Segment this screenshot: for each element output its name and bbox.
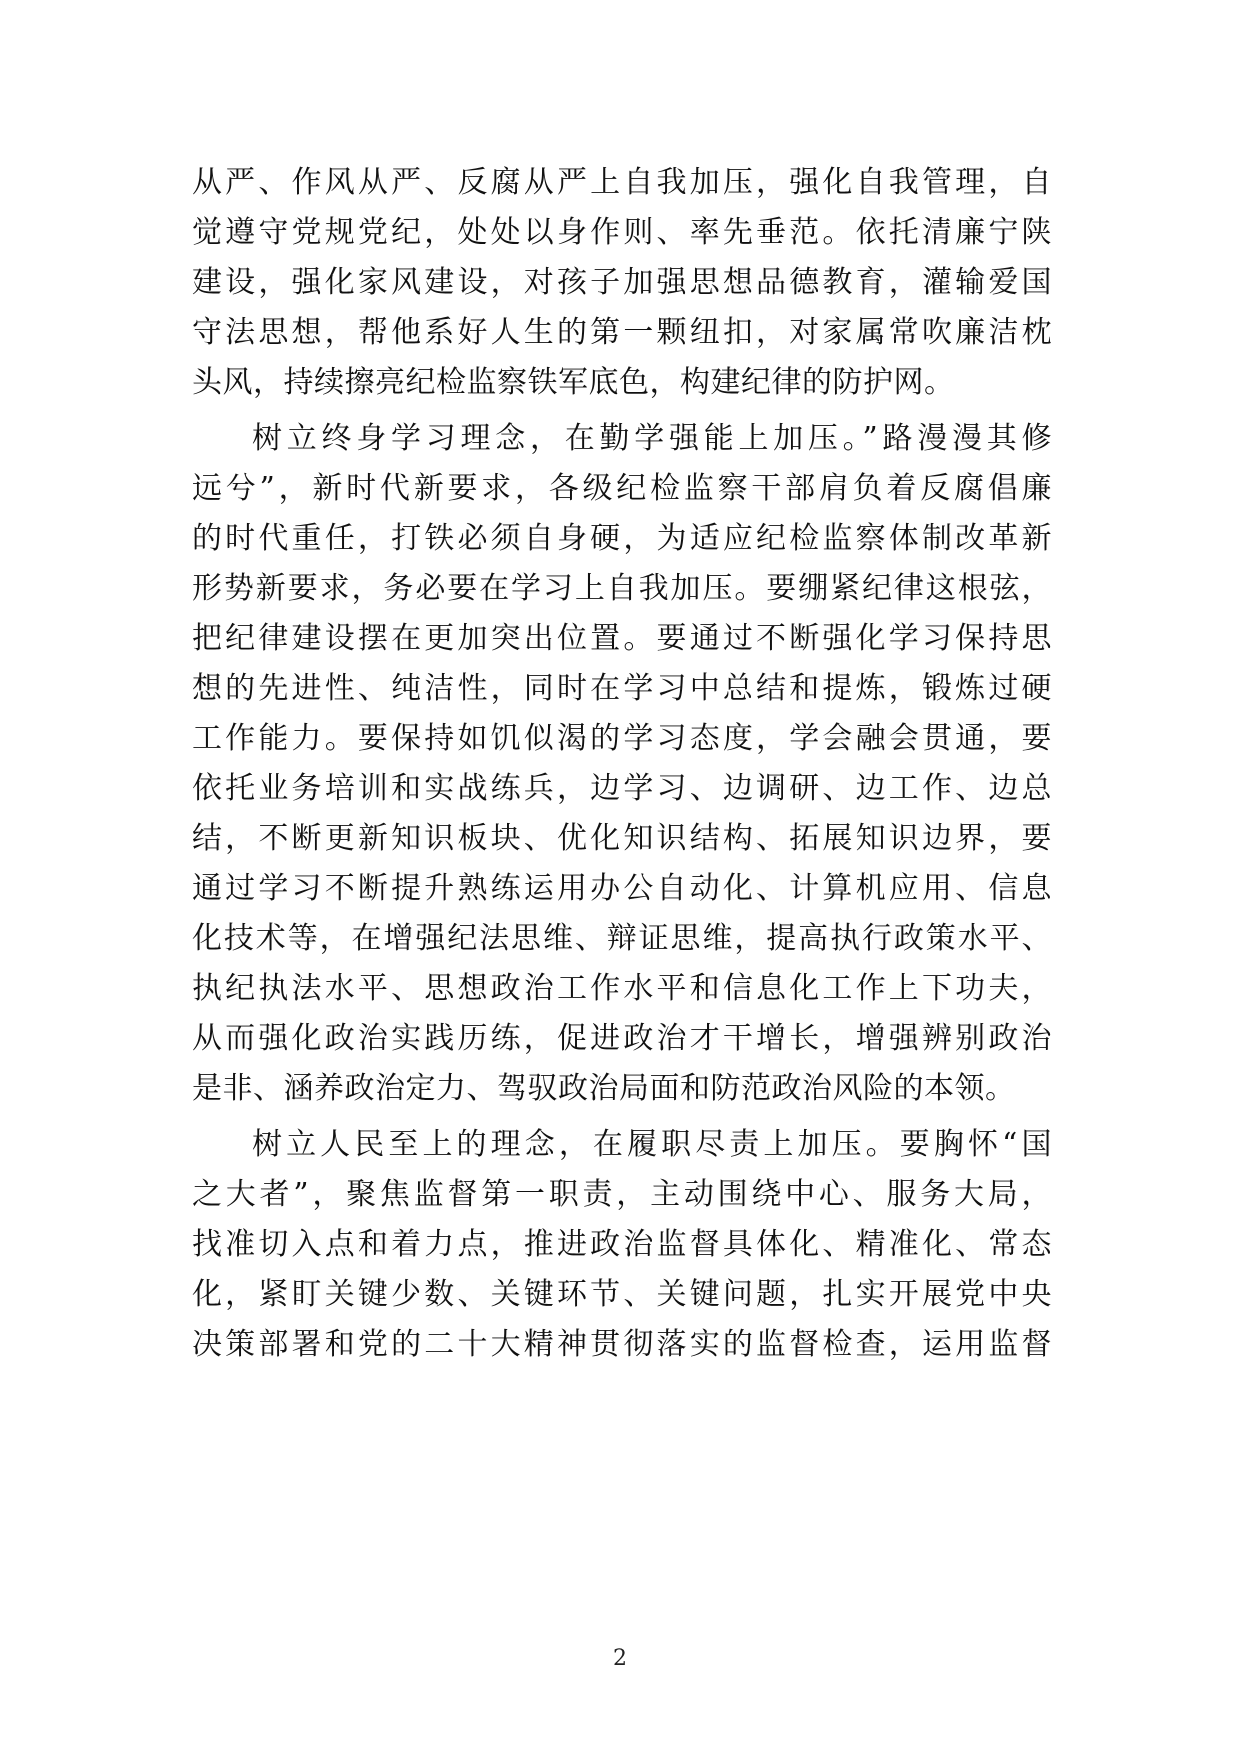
- text-line: 想的先进性、纯洁性，同时在学习中总结和提炼，锻炼过硬: [192, 671, 1052, 706]
- text-line: 的时代重任，打铁必须自身硬，为适应纪检监察体制改革新: [192, 521, 1052, 556]
- text-line: 建设，强化家风建设，对孩子加强思想品德教育，灌输爱国: [192, 265, 1052, 300]
- text-line: 化技术等，在增强纪法思维、辩证思维，提高执行政策水平、: [192, 921, 1052, 956]
- text-line: 头风，持续擦亮纪检监察铁军底色，构建纪律的防护网。: [192, 365, 955, 400]
- text-line: 觉遵守党规党纪，处处以身作则、率先垂范。依托清廉宁陕: [192, 215, 1052, 250]
- text-line: 决策部署和党的二十大精神贯彻落实的监督检查，运用监督: [192, 1327, 1052, 1362]
- page-number: 2: [613, 1646, 627, 1671]
- text-line: 通过学习不断提升熟练运用办公自动化、计算机应用、信息: [192, 871, 1052, 906]
- text-line: 执纪执法水平、思想政治工作水平和信息化工作上下功夫，: [192, 971, 1052, 1006]
- text-line: 树立终身学习理念，在勤学强能上加压。”路漫漫其修: [252, 421, 1052, 456]
- text-line: 树立人民至上的理念，在履职尽责上加压。要胸怀“国: [252, 1127, 1052, 1162]
- text-line: 是非、涵养政治定力、驾驭政治局面和防范政治风险的本领。: [192, 1071, 1016, 1106]
- text-line: 结，不断更新知识板块、优化知识结构、拓展知识边界，要: [192, 821, 1052, 856]
- text-line: 从严、作风从严、反腐从严上自我加压，强化自我管理，自: [192, 165, 1052, 200]
- text-line: 远兮”，新时代新要求，各级纪检监察干部肩负着反腐倡廉: [192, 471, 1052, 506]
- text-line: 从而强化政治实践历练，促进政治才干增长，增强辨别政治: [192, 1021, 1052, 1056]
- text-line: 守法思想，帮他系好人生的第一颗纽扣，对家属常吹廉洁枕: [192, 315, 1052, 350]
- paragraph-2: [192, 414, 1052, 1114]
- paragraph-3: [192, 1120, 1052, 1370]
- paragraph-1: [192, 158, 1052, 408]
- body-text: [192, 158, 1052, 1376]
- text-line: 工作能力。要保持如饥似渴的学习态度，学会融会贯通，要: [192, 721, 1052, 756]
- text-line: 依托业务培训和实战练兵，边学习、边调研、边工作、边总: [192, 771, 1052, 806]
- text-line: 形势新要求，务必要在学习上自我加压。要绷紧纪律这根弦，: [192, 571, 1052, 606]
- text-line: 之大者”，聚焦监督第一职责，主动围绕中心、服务大局，: [192, 1177, 1052, 1212]
- text-line: 找准切入点和着力点，推进政治监督具体化、精准化、常态: [192, 1227, 1052, 1262]
- text-line: 把纪律建设摆在更加突出位置。要通过不断强化学习保持思: [192, 621, 1052, 656]
- text-line: 化，紧盯关键少数、关键环节、关键问题，扎实开展党中央: [192, 1277, 1052, 1312]
